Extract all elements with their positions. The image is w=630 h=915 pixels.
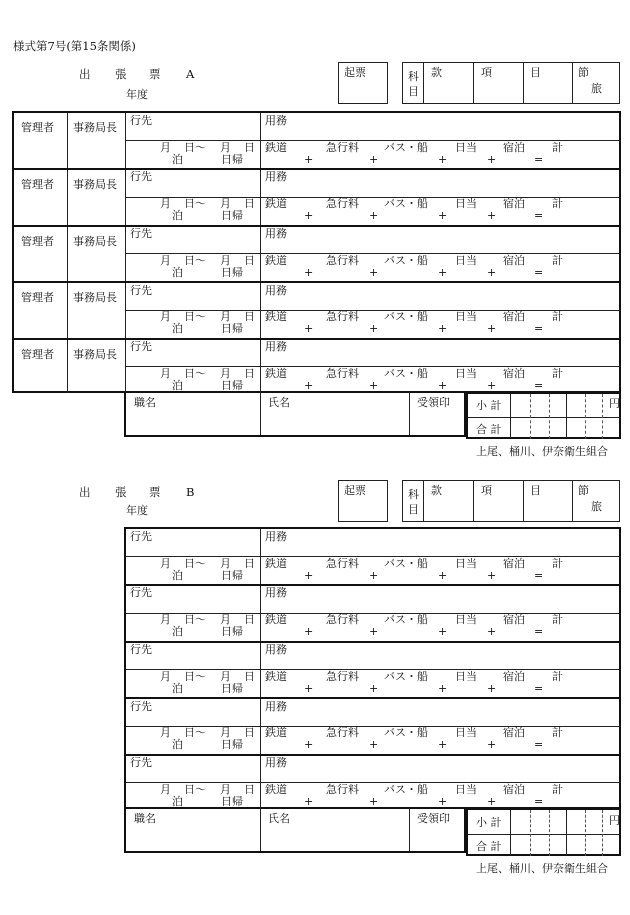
nikki-label: 日帰 bbox=[221, 795, 243, 808]
haku-label: 泊 bbox=[172, 209, 183, 222]
plus-sign: + bbox=[304, 209, 314, 222]
nikki-label: 日帰 bbox=[221, 266, 243, 279]
haku-label: 泊 bbox=[172, 569, 183, 582]
equals-sign: = bbox=[534, 322, 544, 335]
kanrisha-label: 管理者 bbox=[21, 235, 54, 248]
tetsudo-label: 鉄道 bbox=[265, 310, 287, 323]
kamoku-label-2: 目 bbox=[408, 85, 419, 98]
gatsu-label: 月 bbox=[160, 557, 171, 570]
footer-org: 上尾、桶川、伊奈衛生組合 bbox=[476, 862, 608, 875]
yukisaki-label: 行先 bbox=[130, 756, 152, 769]
gatsu-label: 月 bbox=[160, 783, 171, 796]
youmu-label: 用務 bbox=[265, 756, 287, 769]
en-label: 円 bbox=[609, 814, 620, 827]
goukei-label: 合 計 bbox=[476, 423, 502, 436]
nichi-label: 日〜 bbox=[184, 726, 206, 739]
equals-sign: = bbox=[534, 625, 544, 638]
shimei-label: 氏名 bbox=[268, 812, 290, 825]
shukuhaku-label: 宿泊 bbox=[503, 613, 525, 626]
gatsu-label: 月 bbox=[160, 613, 171, 626]
nitto-label: 日当 bbox=[455, 557, 477, 570]
gatsu-label: 月 bbox=[160, 254, 171, 267]
total-table-a bbox=[466, 392, 621, 439]
jimukyokucho-label: 事務局長 bbox=[73, 121, 117, 134]
jimukyokucho-label: 事務局長 bbox=[73, 235, 117, 248]
bus-label: バス・船 bbox=[384, 613, 428, 626]
gatsu-label: 月 bbox=[220, 197, 231, 210]
kou-label: 項 bbox=[481, 484, 492, 497]
plus-sign: + bbox=[369, 153, 379, 166]
payee-table-b bbox=[124, 808, 466, 853]
plus-sign: + bbox=[304, 738, 314, 751]
nichi-label: 日〜 bbox=[184, 367, 206, 380]
equals-sign: = bbox=[534, 682, 544, 695]
shokei-label: 小 計 bbox=[476, 399, 502, 412]
kan-label: 款 bbox=[431, 66, 442, 79]
plus-sign: + bbox=[487, 209, 497, 222]
gatsu-label: 月 bbox=[220, 557, 231, 570]
title-char-2: 張 bbox=[115, 67, 127, 81]
gatsu-label: 月 bbox=[160, 367, 171, 380]
kou-label: 項 bbox=[481, 66, 492, 79]
yukisaki-label: 行先 bbox=[130, 530, 152, 543]
plus-sign: + bbox=[304, 322, 314, 335]
yukisaki-label: 行先 bbox=[130, 284, 152, 297]
kyuko-label: 急行料 bbox=[326, 141, 359, 154]
haku-label: 泊 bbox=[172, 625, 183, 638]
nichi-label: 日 bbox=[244, 726, 255, 739]
title-char-1: 出 bbox=[79, 67, 91, 81]
title-char-3: 票 bbox=[149, 485, 161, 499]
footer-org: 上尾、桶川、伊奈衛生組合 bbox=[476, 445, 608, 458]
plus-sign: + bbox=[487, 625, 497, 638]
nikki-label: 日帰 bbox=[221, 738, 243, 751]
gatsu-label: 月 bbox=[220, 670, 231, 683]
yukisaki-label: 行先 bbox=[130, 170, 152, 183]
plus-sign: + bbox=[438, 266, 448, 279]
kei-label: 計 bbox=[552, 310, 563, 323]
nitto-label: 日当 bbox=[455, 141, 477, 154]
nichi-label: 日 bbox=[244, 670, 255, 683]
kamoku-label-1: 科 bbox=[408, 70, 419, 83]
shokumei-label: 職名 bbox=[134, 812, 156, 825]
plus-sign: + bbox=[369, 266, 379, 279]
shukuhaku-label: 宿泊 bbox=[503, 367, 525, 380]
kei-label: 計 bbox=[552, 254, 563, 267]
equals-sign: = bbox=[534, 209, 544, 222]
title-char-2: 張 bbox=[115, 485, 127, 499]
kyuko-label: 急行料 bbox=[326, 726, 359, 739]
plus-sign: + bbox=[438, 569, 448, 582]
setsu-label: 節 bbox=[578, 66, 589, 79]
jimukyokucho-label: 事務局長 bbox=[73, 178, 117, 191]
equals-sign: = bbox=[534, 795, 544, 808]
tetsudo-label: 鉄道 bbox=[265, 367, 287, 380]
juryoin-label: 受領印 bbox=[417, 812, 450, 825]
kei-label: 計 bbox=[552, 670, 563, 683]
nichi-label: 日〜 bbox=[184, 783, 206, 796]
bus-label: バス・船 bbox=[384, 783, 428, 796]
setsu-label: 節 bbox=[578, 484, 589, 497]
shukuhaku-label: 宿泊 bbox=[503, 670, 525, 683]
shukuhaku-label: 宿泊 bbox=[503, 726, 525, 739]
nikki-label: 日帰 bbox=[221, 322, 243, 335]
tetsudo-label: 鉄道 bbox=[265, 557, 287, 570]
kanrisha-label: 管理者 bbox=[21, 348, 54, 361]
youmu-label: 用務 bbox=[265, 643, 287, 656]
kanrisha-label: 管理者 bbox=[21, 178, 54, 191]
plus-sign: + bbox=[369, 569, 379, 582]
payee-table-a bbox=[124, 392, 466, 437]
tetsudo-label: 鉄道 bbox=[265, 783, 287, 796]
gatsu-label: 月 bbox=[220, 141, 231, 154]
yukisaki-label: 行先 bbox=[130, 586, 152, 599]
gatsu-label: 月 bbox=[160, 670, 171, 683]
haku-label: 泊 bbox=[172, 738, 183, 751]
kyuko-label: 急行料 bbox=[326, 613, 359, 626]
nikki-label: 日帰 bbox=[221, 153, 243, 166]
youmu-label: 用務 bbox=[265, 227, 287, 240]
budget-box bbox=[402, 480, 620, 522]
moku-label: 目 bbox=[530, 484, 541, 497]
kamoku-label-1: 科 bbox=[408, 488, 419, 501]
plus-sign: + bbox=[487, 266, 497, 279]
haku-label: 泊 bbox=[172, 682, 183, 695]
nichi-label: 日 bbox=[244, 310, 255, 323]
shimei-label: 氏名 bbox=[268, 396, 290, 409]
plus-sign: + bbox=[369, 322, 379, 335]
plus-sign: + bbox=[438, 625, 448, 638]
goukei-label: 合 計 bbox=[476, 840, 502, 853]
plus-sign: + bbox=[438, 795, 448, 808]
nichi-label: 日〜 bbox=[184, 197, 206, 210]
yukisaki-label: 行先 bbox=[130, 643, 152, 656]
youmu-label: 用務 bbox=[265, 530, 287, 543]
kan-label: 款 bbox=[431, 484, 442, 497]
juryoin-label: 受領印 bbox=[417, 396, 450, 409]
gatsu-label: 月 bbox=[160, 197, 171, 210]
plus-sign: + bbox=[304, 625, 314, 638]
nichi-label: 日 bbox=[244, 557, 255, 570]
plus-sign: + bbox=[438, 209, 448, 222]
equals-sign: = bbox=[534, 569, 544, 582]
nitto-label: 日当 bbox=[455, 254, 477, 267]
tetsudo-label: 鉄道 bbox=[265, 726, 287, 739]
plus-sign: + bbox=[438, 379, 448, 392]
youmu-label: 用務 bbox=[265, 170, 287, 183]
kei-label: 計 bbox=[552, 141, 563, 154]
plus-sign: + bbox=[304, 569, 314, 582]
shokumei-label: 職名 bbox=[134, 396, 156, 409]
youmu-label: 用務 bbox=[265, 114, 287, 127]
title-char-4: A bbox=[186, 67, 195, 81]
kihyo-label: 起票 bbox=[344, 66, 366, 79]
gatsu-label: 月 bbox=[220, 367, 231, 380]
plus-sign: + bbox=[304, 682, 314, 695]
shukuhaku-label: 宿泊 bbox=[503, 557, 525, 570]
kyuko-label: 急行料 bbox=[326, 310, 359, 323]
shukuhaku-label: 宿泊 bbox=[503, 783, 525, 796]
yukisaki-label: 行先 bbox=[130, 340, 152, 353]
shukuhaku-label: 宿泊 bbox=[503, 141, 525, 154]
nichi-label: 日〜 bbox=[184, 310, 206, 323]
plus-sign: + bbox=[369, 379, 379, 392]
plus-sign: + bbox=[304, 153, 314, 166]
nitto-label: 日当 bbox=[455, 613, 477, 626]
kihyo-box bbox=[338, 62, 388, 104]
nikki-label: 日帰 bbox=[221, 625, 243, 638]
nikki-label: 日帰 bbox=[221, 209, 243, 222]
nichi-label: 日 bbox=[244, 254, 255, 267]
shukuhaku-label: 宿泊 bbox=[503, 254, 525, 267]
plus-sign: + bbox=[487, 379, 497, 392]
nichi-label: 日〜 bbox=[184, 557, 206, 570]
kei-label: 計 bbox=[552, 557, 563, 570]
plus-sign: + bbox=[369, 209, 379, 222]
kei-label: 計 bbox=[552, 726, 563, 739]
tetsudo-label: 鉄道 bbox=[265, 254, 287, 267]
title-char-4: B bbox=[186, 485, 195, 499]
jimukyokucho-label: 事務局長 bbox=[73, 348, 117, 361]
bus-label: バス・船 bbox=[384, 670, 428, 683]
plus-sign: + bbox=[487, 153, 497, 166]
nitto-label: 日当 bbox=[455, 310, 477, 323]
plus-sign: + bbox=[487, 738, 497, 751]
youmu-label: 用務 bbox=[265, 700, 287, 713]
kanrisha-label: 管理者 bbox=[21, 121, 54, 134]
nichi-label: 日〜 bbox=[184, 670, 206, 683]
shukuhaku-label: 宿泊 bbox=[503, 197, 525, 210]
nitto-label: 日当 bbox=[455, 726, 477, 739]
kei-label: 計 bbox=[552, 197, 563, 210]
gatsu-label: 月 bbox=[220, 783, 231, 796]
gatsu-label: 月 bbox=[220, 310, 231, 323]
nitto-label: 日当 bbox=[455, 670, 477, 683]
plus-sign: + bbox=[304, 379, 314, 392]
nikki-label: 日帰 bbox=[221, 569, 243, 582]
plus-sign: + bbox=[438, 682, 448, 695]
nichi-label: 日 bbox=[244, 783, 255, 796]
bus-label: バス・船 bbox=[384, 557, 428, 570]
tetsudo-label: 鉄道 bbox=[265, 197, 287, 210]
nikki-label: 日帰 bbox=[221, 682, 243, 695]
jimukyokucho-label: 事務局長 bbox=[73, 291, 117, 304]
kei-label: 計 bbox=[552, 367, 563, 380]
plus-sign: + bbox=[369, 625, 379, 638]
kyuko-label: 急行料 bbox=[326, 254, 359, 267]
shokei-label: 小 計 bbox=[476, 816, 502, 829]
kanrisha-label: 管理者 bbox=[21, 291, 54, 304]
plus-sign: + bbox=[487, 795, 497, 808]
total-table-b bbox=[466, 808, 621, 856]
youmu-label: 用務 bbox=[265, 284, 287, 297]
kei-label: 計 bbox=[552, 613, 563, 626]
haku-label: 泊 bbox=[172, 379, 183, 392]
bus-label: バス・船 bbox=[384, 367, 428, 380]
plus-sign: + bbox=[438, 738, 448, 751]
tetsudo-label: 鉄道 bbox=[265, 613, 287, 626]
nitto-label: 日当 bbox=[455, 197, 477, 210]
plus-sign: + bbox=[304, 266, 314, 279]
gatsu-label: 月 bbox=[220, 613, 231, 626]
kei-label: 計 bbox=[552, 783, 563, 796]
title-char-3: 票 bbox=[149, 67, 161, 81]
haku-label: 泊 bbox=[172, 266, 183, 279]
kihyo-label: 起票 bbox=[344, 484, 366, 497]
kamoku-label-2: 目 bbox=[408, 503, 419, 516]
nendo-label: 年度 bbox=[126, 504, 148, 517]
plus-sign: + bbox=[438, 322, 448, 335]
haku-label: 泊 bbox=[172, 153, 183, 166]
form-id: 様式第7号(第15条関係) bbox=[13, 39, 136, 53]
kihyo-box bbox=[338, 480, 388, 522]
nichi-label: 日 bbox=[244, 613, 255, 626]
kyuko-label: 急行料 bbox=[326, 557, 359, 570]
equals-sign: = bbox=[534, 379, 544, 392]
bus-label: バス・船 bbox=[384, 197, 428, 210]
equals-sign: = bbox=[534, 738, 544, 751]
tetsudo-label: 鉄道 bbox=[265, 141, 287, 154]
equals-sign: = bbox=[534, 266, 544, 279]
plus-sign: + bbox=[369, 738, 379, 751]
gatsu-label: 月 bbox=[160, 726, 171, 739]
youmu-label: 用務 bbox=[265, 586, 287, 599]
plus-sign: + bbox=[369, 682, 379, 695]
nitto-label: 日当 bbox=[455, 367, 477, 380]
nichi-label: 日〜 bbox=[184, 141, 206, 154]
moku-label: 目 bbox=[530, 66, 541, 79]
kyuko-label: 急行料 bbox=[326, 367, 359, 380]
plus-sign: + bbox=[487, 322, 497, 335]
equals-sign: = bbox=[534, 153, 544, 166]
yukisaki-label: 行先 bbox=[130, 114, 152, 127]
nichi-label: 日 bbox=[244, 367, 255, 380]
bus-label: バス・船 bbox=[384, 254, 428, 267]
plus-sign: + bbox=[487, 569, 497, 582]
yukisaki-label: 行先 bbox=[130, 227, 152, 240]
plus-sign: + bbox=[487, 682, 497, 695]
nichi-label: 日 bbox=[244, 197, 255, 210]
bus-label: バス・船 bbox=[384, 141, 428, 154]
bus-label: バス・船 bbox=[384, 726, 428, 739]
kyuko-label: 急行料 bbox=[326, 783, 359, 796]
haku-label: 泊 bbox=[172, 322, 183, 335]
tetsudo-label: 鉄道 bbox=[265, 670, 287, 683]
gatsu-label: 月 bbox=[220, 726, 231, 739]
kyuko-label: 急行料 bbox=[326, 197, 359, 210]
plus-sign: + bbox=[369, 795, 379, 808]
gatsu-label: 月 bbox=[220, 254, 231, 267]
plus-sign: + bbox=[304, 795, 314, 808]
title-char-1: 出 bbox=[79, 485, 91, 499]
en-label: 円 bbox=[609, 397, 620, 410]
gatsu-label: 月 bbox=[160, 141, 171, 154]
yukisaki-label: 行先 bbox=[130, 700, 152, 713]
ryo-label: 旅 bbox=[591, 82, 602, 95]
nikki-label: 日帰 bbox=[221, 379, 243, 392]
youmu-label: 用務 bbox=[265, 340, 287, 353]
nichi-label: 日〜 bbox=[184, 254, 206, 267]
nendo-label: 年度 bbox=[126, 88, 148, 101]
bus-label: バス・船 bbox=[384, 310, 428, 323]
shukuhaku-label: 宿泊 bbox=[503, 310, 525, 323]
nichi-label: 日 bbox=[244, 141, 255, 154]
plus-sign: + bbox=[438, 153, 448, 166]
kyuko-label: 急行料 bbox=[326, 670, 359, 683]
budget-box bbox=[402, 62, 620, 104]
ryo-label: 旅 bbox=[591, 500, 602, 513]
nitto-label: 日当 bbox=[455, 783, 477, 796]
haku-label: 泊 bbox=[172, 795, 183, 808]
nichi-label: 日〜 bbox=[184, 613, 206, 626]
gatsu-label: 月 bbox=[160, 310, 171, 323]
